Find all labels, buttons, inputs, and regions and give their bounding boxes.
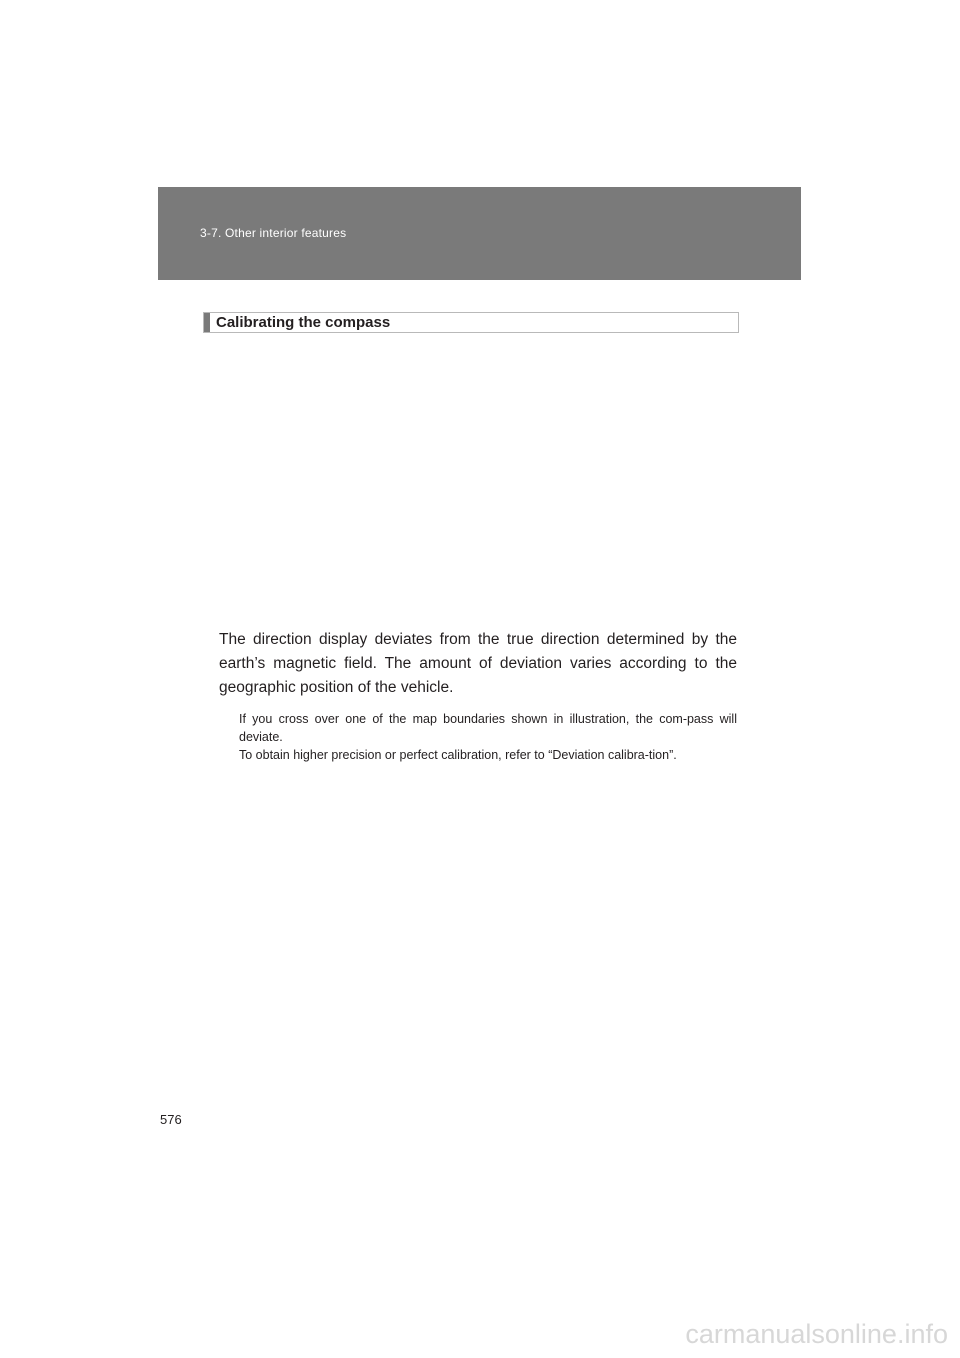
illustration-area [203,340,739,615]
section-heading [203,312,739,333]
watermark: carmanualsonline.info [685,1319,948,1349]
body-paragraph: The direction display deviates from the true direction determined by the earth’s magnetic field. The amount of deviation varies according to the geographic position of the vehicle. [219,631,737,696]
note-line-boundaries: If you cross over one of the map boundaries shown in illustration, the com-pass will deviate. [239,712,737,744]
section-label: 3-7. Other interior features [200,226,347,240]
page-number: 576 [160,1112,182,1127]
note-line-calibration: To obtain higher precision or perfect calibration, refer to “Deviation calibra-tion”. [239,748,677,762]
header-band [158,187,801,280]
note-block [239,710,737,764]
heading-accent-bar [204,313,210,332]
heading-title: Calibrating the compass [216,314,391,331]
